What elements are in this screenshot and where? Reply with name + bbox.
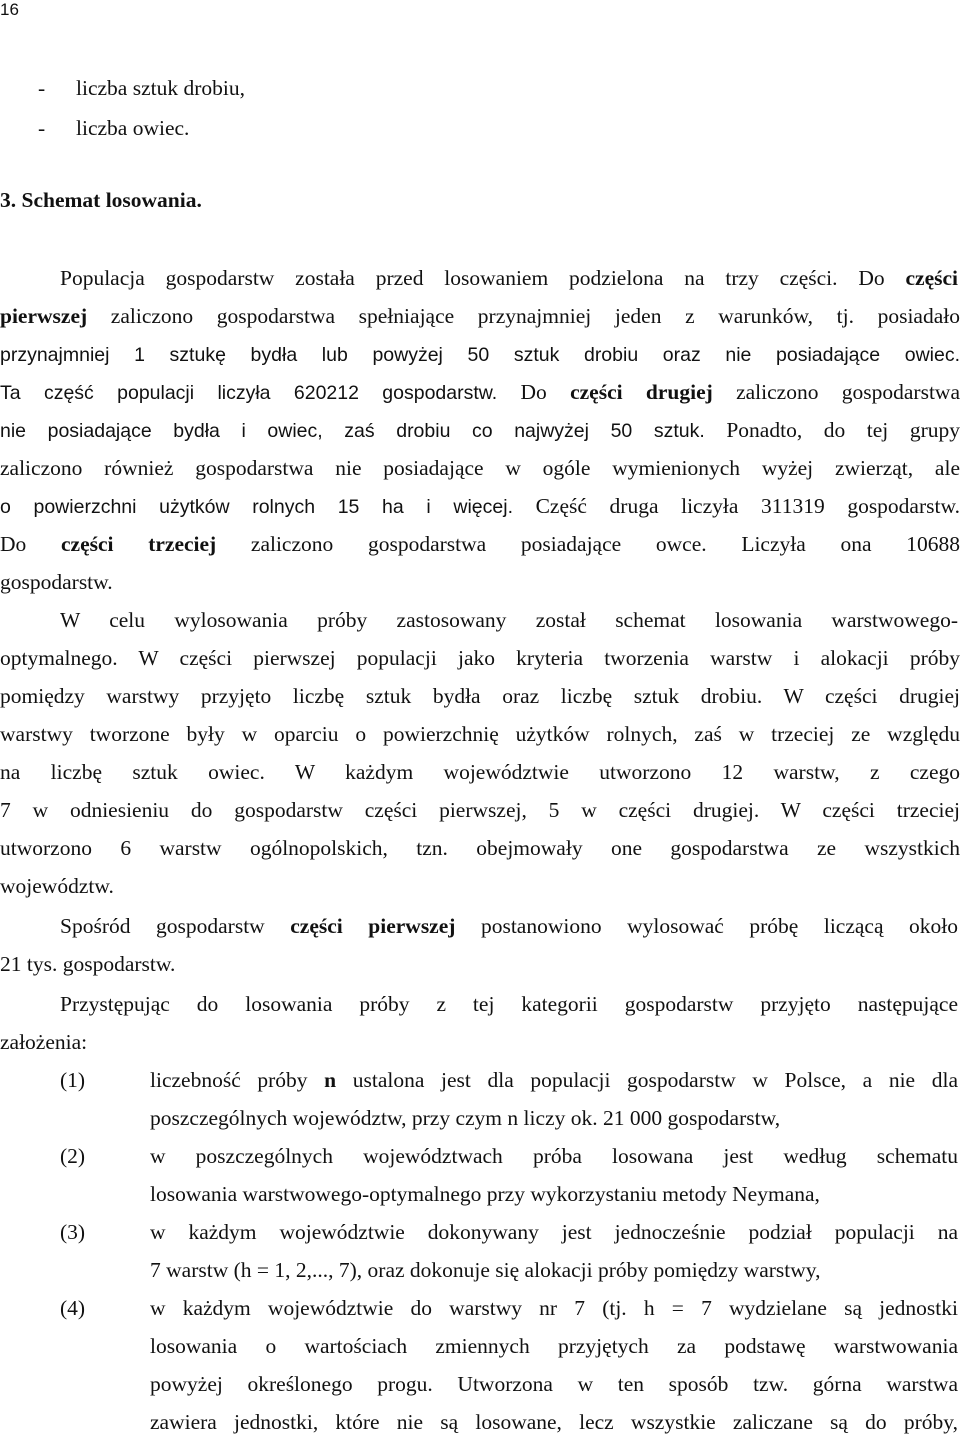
paragraph-line: W celu wylosowania próby zastosowany został schemat losowania warstwowego- [60,608,958,632]
paragraph-line: nie posiadające bydła i owiec, zaś drobiu co najwyżej 50 sztuk. Ponadto, do tej grupy [0,418,960,442]
list-item-line: poszczególnych województw, przy czym n liczy ok. 21 000 gospodarstw, [150,1106,781,1130]
bullet-text: liczba sztuk drobiu, [76,76,245,100]
bullet-dash: - [38,116,46,140]
list-item-line: liczebność próby n ustalona jest dla populacji gospodarstw w Polsce, a nie dla [150,1068,958,1092]
list-number: (3) [60,1220,86,1244]
paragraph-line: pierwszej zaliczono gospodarstwa spełniające przynajmniej jeden z warunków, tj. posiadało [0,304,960,328]
bullet-text: liczba owiec. [76,116,190,140]
list-item-line: w każdym województwie dokonywany jest jednocześnie podział populacji na [150,1220,958,1244]
bullet-dash: - [38,76,46,100]
page-number: 16 [0,0,19,19]
paragraph-line: 7 w odniesieniu do gospodarstw części pierwszej, 5 w części drugiej. W części trzeciej [0,798,960,822]
list-number: (4) [60,1296,86,1320]
paragraph-line: warstwy tworzone były w oparciu o powierzchnię użytków rolnych, zaś w trzeciej ze względu [0,722,960,746]
paragraph-line: województw. [0,874,114,898]
section-heading: 3. Schemat losowania. [0,188,202,212]
paragraph-line: przynajmniej 1 sztukę bydła lub powyżej 50 sztuk drobiu oraz nie posiadające owiec. [0,344,960,366]
paragraph-line: Ta część populacji liczyła 620212 gospodarstw. Do części drugiej zaliczono gospodarstwa [0,380,960,404]
paragraph-line: o powierzchni użytków rolnych 15 ha i więcej. Część druga liczyła 311319 gospodarstw. [0,494,960,518]
paragraph-line: pomiędzy warstwy przyjęto liczbę sztuk bydła oraz liczbę sztuk drobiu. W części drugiej [0,684,960,708]
list-number: (2) [60,1144,86,1168]
paragraph-line: na liczbę sztuk owiec. W każdym województwie utworzono 12 warstw, z czego [0,760,960,784]
paragraph-line: Przystępując do losowania próby z tej kategorii gospodarstw przyjęto następujące [60,992,958,1016]
list-number: (1) [60,1068,86,1092]
paragraph-line: zaliczono również gospodarstwa nie posiadające w ogóle wymienionych wyżej zwierząt, ale [0,456,960,480]
paragraph-line: Populacja gospodarstw została przed losowaniem podzielona na trzy części. Do części [60,266,958,290]
paragraph-line: gospodarstw. [0,570,113,594]
list-item-line: powyżej określonego progu. Utworzona w ten sposób tzw. górna warstwa [150,1372,958,1396]
paragraph-line: Spośród gospodarstw części pierwszej postanowiono wylosować próbę liczącą około [60,914,959,938]
list-item-line: losowania warstwowego-optymalnego przy wykorzystaniu metody Neymana, [150,1182,820,1206]
paragraph-line: założenia: [0,1030,88,1054]
list-item-line: 7 warstw (h = 1, 2,..., 7), oraz dokonuje się alokacji próby pomiędzy warstwy, [150,1258,821,1282]
list-item-line: w poszczególnych województwach próba losowana jest według schematu [150,1144,958,1168]
paragraph-line: optymalnego. W części pierwszej populacji jako kryteria tworzenia warstw i alokacji próby [0,646,960,670]
list-item-line: w każdym województwie do warstwy nr 7 (tj. h = 7 wydzielane są jednostki [150,1296,958,1320]
paragraph-line: 21 tys. gospodarstw. [0,952,176,976]
paragraph-line: Do części trzeciej zaliczono gospodarstwa posiadające owce. Liczyła ona 10688 [0,532,960,556]
list-item-line: losowania o wartościach zmiennych przyjętych za podstawę warstwowania [150,1334,958,1358]
list-item-line: zawiera jednostki, które nie są losowane, lecz wszystkie zaliczane są do próby, [150,1410,958,1434]
paragraph-line: utworzono 6 warstw ogólnopolskich, tzn. obejmowały one gospodarstwa ze wszystkich [0,836,960,860]
